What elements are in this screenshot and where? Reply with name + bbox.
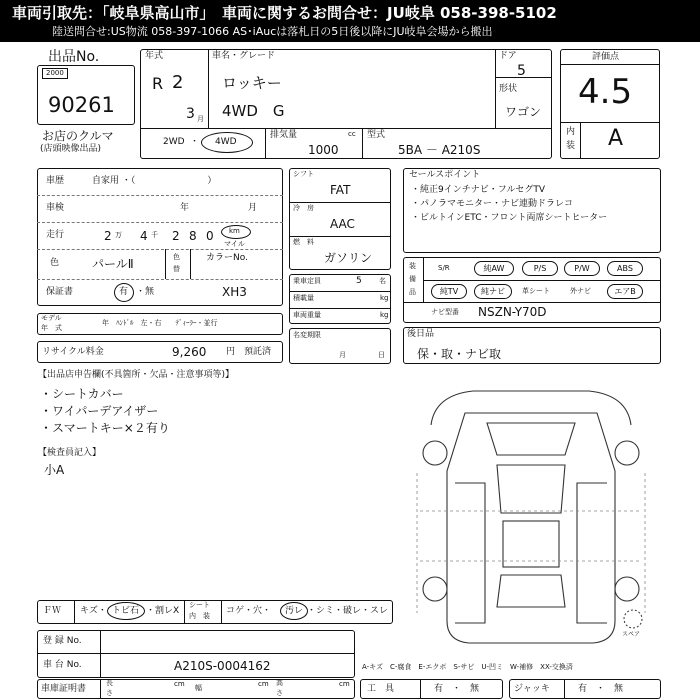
displacement-unit: cc bbox=[348, 130, 356, 138]
rear-glass-outline bbox=[497, 575, 565, 607]
damage-legend: A-キズ C-腐食 E-エクボ S-サビ U-凹ミ W-補修 XX-交換済 bbox=[362, 663, 573, 671]
equip-nav: 純ナビ bbox=[474, 284, 512, 299]
front-bumper-outline bbox=[431, 391, 631, 425]
model-year-label-2: 年 式 bbox=[41, 324, 62, 332]
inspection-month: 月 bbox=[248, 203, 258, 213]
year-era: R bbox=[152, 74, 164, 93]
cert-height-2: さ bbox=[276, 689, 283, 697]
jack-label: ジャッキ bbox=[514, 684, 550, 694]
model-label: 型式 bbox=[367, 130, 386, 140]
doors-value: 5 bbox=[517, 63, 526, 79]
cert-width-unit: cm bbox=[258, 680, 269, 688]
selling-points-box bbox=[403, 168, 661, 253]
date-day: 日 bbox=[378, 351, 385, 359]
model-year-text: 年 ﾊﾝﾄﾞﾙ 左・右 ﾃﾞｨｰﾗｰ・並行 bbox=[102, 319, 218, 327]
ac-label: 冷 房 bbox=[293, 204, 314, 212]
right-doors-outline bbox=[577, 483, 607, 623]
mileage-digit: 2 bbox=[104, 229, 112, 243]
ac-value: AAC bbox=[330, 217, 355, 231]
chassis-value: A210S-0004162 bbox=[174, 659, 271, 673]
mileage-label: 走行 bbox=[46, 230, 65, 240]
left-doors-outline bbox=[455, 483, 485, 623]
drive-4wd: 4WD bbox=[215, 137, 237, 147]
interior-score: A bbox=[608, 126, 624, 151]
drive-dot: ・ bbox=[190, 137, 200, 147]
car-name: ロッキー bbox=[222, 74, 282, 92]
seat-label-1: シート bbox=[189, 601, 210, 609]
chassis-label: 車 台 No. bbox=[43, 660, 82, 670]
recycle-label: リサイクル料金 bbox=[42, 347, 104, 357]
after-items-value: 保・取・ナビ取 bbox=[417, 347, 502, 361]
wheel-front-right-icon bbox=[615, 441, 639, 465]
equip-airbag: エアB bbox=[607, 284, 643, 299]
history-label: 車歴 bbox=[46, 176, 65, 186]
color-label: 色 bbox=[50, 258, 60, 268]
interior-label-2: 装 bbox=[566, 141, 576, 151]
equip-aw: 純AW bbox=[474, 261, 514, 276]
selling-points-label: セールスポイント bbox=[409, 170, 481, 180]
inspection-label: 車検 bbox=[46, 203, 65, 213]
seat-label-2: 内 装 bbox=[189, 612, 210, 620]
year-month-unit: 月 bbox=[197, 115, 204, 123]
body-value: ワゴン bbox=[505, 105, 542, 119]
cert-height-unit: cm bbox=[339, 680, 350, 688]
doors-label: ドア bbox=[499, 51, 517, 61]
roof-outline bbox=[503, 521, 559, 567]
weight-label: 車両重量 bbox=[293, 311, 321, 319]
jack-value: 有 ・ 無 bbox=[578, 684, 624, 694]
selling-point-item: ・ビルトインETC・フロント両席シートヒーター bbox=[411, 213, 608, 223]
selling-point-item: ・純正9インチナビ・フルセグTV bbox=[411, 185, 546, 195]
fw-tobi: トビ石 bbox=[112, 606, 140, 616]
load-label: 積載量 bbox=[293, 294, 314, 302]
fuel-value: ガソリン bbox=[324, 251, 373, 265]
color-value: パールⅡ bbox=[92, 257, 134, 271]
tools-value: 有 ・ 無 bbox=[434, 684, 480, 694]
year-label: 年式 bbox=[145, 51, 164, 61]
wheel-front-left-icon bbox=[423, 441, 447, 465]
mileage-unit: 万 bbox=[115, 231, 122, 239]
cert-length-1: 長 bbox=[106, 679, 113, 687]
car-damage-diagram bbox=[415, 383, 647, 647]
mileage-digit: 4 bbox=[140, 229, 148, 243]
capacity-label: 乗車定員 bbox=[293, 277, 321, 285]
year-month: 3 bbox=[186, 106, 195, 122]
color-no-value: XH3 bbox=[222, 285, 247, 299]
color-no-label: カラーNo. bbox=[206, 253, 248, 263]
displacement-label: 排気量 bbox=[270, 130, 298, 140]
color-change-1: 色 bbox=[173, 253, 180, 261]
warranty-yes: 有 bbox=[119, 287, 129, 297]
mileage-digit: 2 bbox=[172, 229, 180, 243]
cert-height-1: 高 bbox=[276, 679, 283, 687]
spare-label: スペア bbox=[622, 631, 641, 638]
nav-model-label: ナビ型番 bbox=[431, 308, 459, 316]
year-value: 2 bbox=[172, 72, 184, 93]
tools-label: 工 具 bbox=[367, 684, 395, 694]
fw-text-1: キズ・ bbox=[80, 606, 107, 616]
garage-cert-label: 車庫証明書 bbox=[41, 684, 87, 694]
inspector-label: 【検査員記入】 bbox=[38, 448, 102, 458]
header-line-2: 陸送問合せ:US物流 058-397-1066 AS･iAucは落札日の5日後以降にJU岐阜会場から搬出 bbox=[52, 25, 493, 38]
name-grade-label: 車名・グレード bbox=[212, 51, 276, 61]
warranty-label: 保証書 bbox=[46, 287, 74, 297]
capacity-unit: 名 bbox=[379, 277, 386, 285]
warranty-rest: ・無 bbox=[136, 287, 155, 297]
shop-car-label: お店のクルマ bbox=[42, 129, 114, 143]
mileage-digit: 0 bbox=[206, 229, 214, 243]
inspector-value: 小A bbox=[44, 463, 65, 477]
equip-abs: ABS bbox=[607, 261, 643, 276]
mileage-unit: 千 bbox=[151, 231, 158, 239]
history-value: 自家用 ・（ ） bbox=[92, 176, 217, 186]
equipment-label: 装 bbox=[409, 262, 416, 270]
displacement-value: 1000 bbox=[308, 143, 339, 157]
seat-text-1: コゲ・穴・ bbox=[226, 606, 272, 616]
recycle-value: 9,260 bbox=[172, 345, 207, 359]
equip-ext-nav: 外ナビ bbox=[570, 287, 591, 295]
shop-car-sub: (店頭映像出品) bbox=[40, 144, 102, 154]
wheel-rear-left-icon bbox=[423, 577, 447, 601]
after-items-label: 後日品 bbox=[407, 329, 435, 339]
grade-label: 評価点 bbox=[592, 52, 620, 62]
mileage-digit: 8 bbox=[189, 229, 197, 243]
seat-yogore: 汚レ bbox=[285, 606, 304, 616]
date-label: 名変期限 bbox=[293, 331, 321, 339]
date-month: 月 bbox=[339, 351, 346, 359]
equipment-label: 品 bbox=[409, 288, 416, 296]
windshield-outline bbox=[497, 465, 565, 513]
notes-label: 【出品店申告欄(不具箇所・欠品・注意事項等)】 bbox=[38, 370, 235, 380]
drive-2wd: 2WD bbox=[163, 137, 185, 147]
model-year-label-1: モデル bbox=[41, 314, 62, 322]
inspection-year: 年 bbox=[180, 203, 190, 213]
reg-no-label: 登 録 No. bbox=[43, 636, 82, 646]
wheel-rear-right-icon bbox=[615, 577, 639, 601]
shift-value: FAT bbox=[330, 183, 351, 197]
lot-number: 90261 bbox=[48, 93, 115, 117]
load-unit: kg bbox=[380, 294, 389, 302]
nav-model-value: NSZN-Y70D bbox=[478, 305, 547, 319]
equip-sr: S/R bbox=[438, 264, 450, 272]
body-label: 形状 bbox=[499, 84, 518, 94]
equip-leather: 革シート bbox=[522, 287, 550, 295]
equipment-label: 備 bbox=[409, 275, 416, 283]
capacity-value: 5 bbox=[356, 276, 362, 286]
grade-score: 4.5 bbox=[578, 72, 633, 112]
seat-text-2: ・シミ・破レ・スレ bbox=[307, 606, 389, 616]
fuel-label: 燃 料 bbox=[293, 238, 314, 246]
note-item: ・ワイパーデアイザー bbox=[40, 404, 159, 418]
equip-pw: P/W bbox=[564, 261, 600, 276]
cert-length-2: さ bbox=[106, 689, 113, 697]
lot-label: 出品No. bbox=[48, 49, 100, 65]
fw-text-2: ・割レX bbox=[146, 606, 180, 616]
mile-label: マイル bbox=[224, 240, 245, 248]
hood-outline bbox=[487, 423, 575, 455]
fw-label: ＦＷ bbox=[43, 606, 62, 616]
spare-tire-icon bbox=[624, 610, 642, 628]
note-item: ・シートカバー bbox=[40, 387, 124, 401]
shift-label: シフト bbox=[293, 170, 314, 178]
note-item: ・スマートキー×２有り bbox=[40, 421, 170, 435]
selling-point-item: ・パノラマモニター・ナビ連動ドラレコ bbox=[411, 199, 574, 209]
equip-ps: P/S bbox=[522, 261, 558, 276]
equip-tv: 純TV bbox=[431, 284, 467, 299]
weight-unit: kg bbox=[380, 311, 389, 319]
cert-width-1: 幅 bbox=[195, 684, 202, 692]
model-value: 5BA － A210S bbox=[398, 143, 481, 157]
interior-label-1: 内 bbox=[566, 127, 576, 137]
header-line-1: 車両引取先：「岐阜県高山市」 車両に関するお問合せ：JU岐阜 058-398-5102 bbox=[12, 4, 557, 22]
color-change-2: 替 bbox=[173, 265, 180, 273]
car-grade: 4WD G bbox=[222, 102, 285, 120]
recycle-unit: 円 預託済 bbox=[226, 347, 272, 357]
lot-year-code: 2000 bbox=[42, 68, 68, 79]
cert-length-unit: cm bbox=[174, 680, 185, 688]
km-label: km bbox=[229, 227, 240, 235]
body-outline bbox=[447, 413, 615, 643]
